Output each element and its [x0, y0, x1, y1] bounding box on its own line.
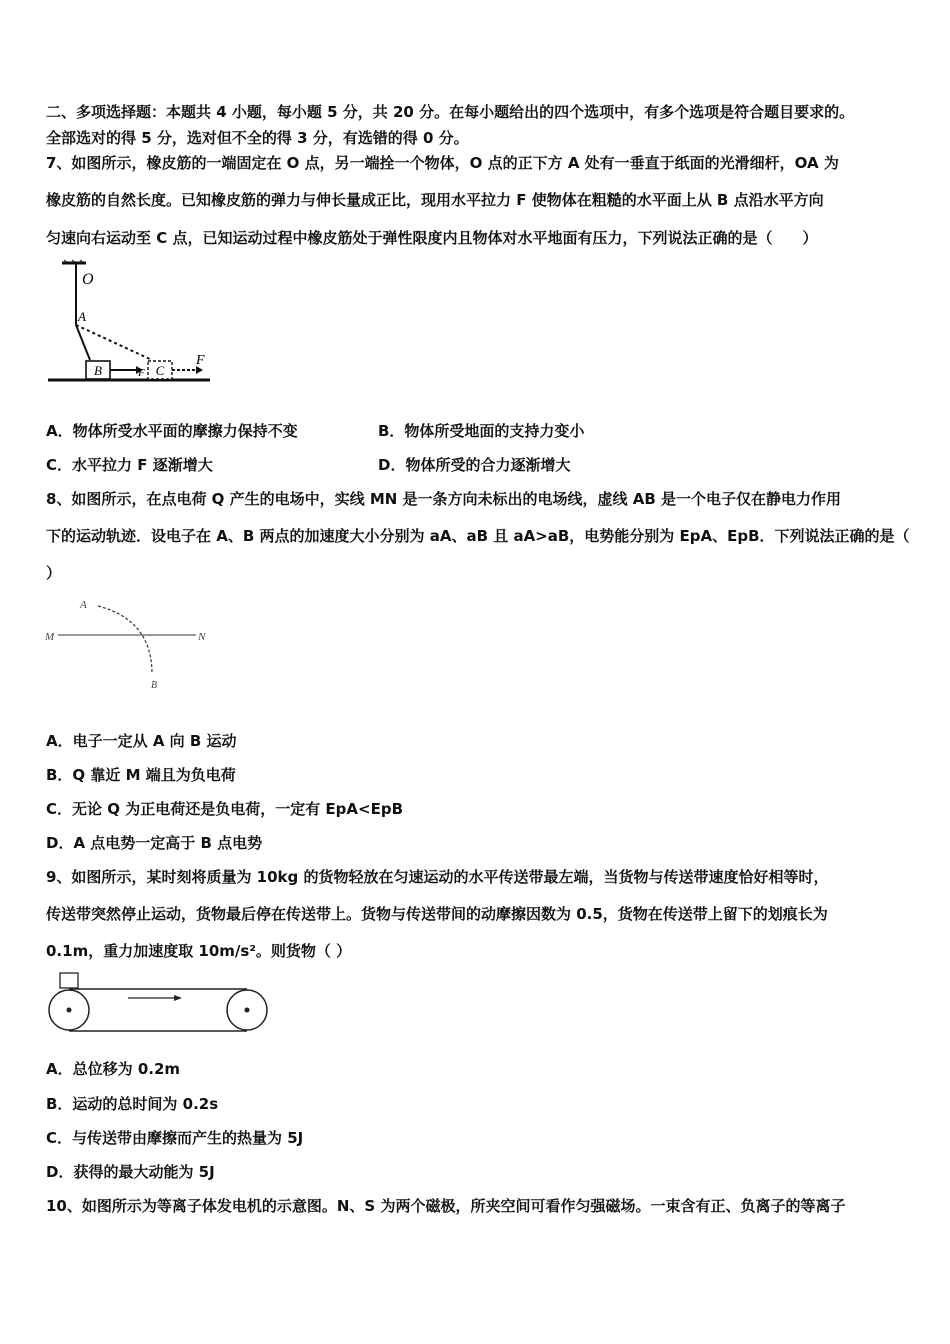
q9-stem-line2: 传送带突然停止运动，货物最后停在传送带上。货物与传送带间的动摩擦因数为 0.5，货物在传送带上留下的划痕长为	[46, 905, 828, 923]
q10-stem-line1: 10、如图所示为等离子体发电机的示意图。N、S 为两个磁极，所夹空间可看作匀强磁场。一束含有正、负离子的等离子	[46, 1197, 846, 1215]
q8-option-b[interactable]: B．Q 靠近 M 端且为负电荷	[46, 766, 236, 784]
q8-label-m: M	[45, 631, 55, 643]
q8-option-c[interactable]: C．无论 Q 为正电荷还是负电荷，一定有 EpA<EpB	[46, 800, 404, 818]
q9-stem-line3: 0.1m，重力加速度取 10m/s²。则货物（ ）	[46, 942, 352, 960]
q7-label-f2: F	[196, 353, 205, 368]
q7-label-f1: F	[138, 367, 145, 379]
q9-option-c[interactable]: C．与传送带由摩擦而产生的热量为 5J	[46, 1129, 304, 1147]
q7-option-d[interactable]: D．物体所受的合力逐渐增大	[378, 456, 571, 474]
section-header-line1: 二、多项选择题：本题共 4 小题，每小题 5 分，共 20 分。在每小题给出的四个选项中，有多个选项是符合题目要求的。	[46, 103, 855, 121]
q9-cargo-box	[60, 973, 78, 988]
q8-stem-line2: 下的运动轨迹．设电子在 A、B 两点的加速度大小分别为 aA、aB 且 aA>aB，电势能分别为 EpA、EpB．下列说法正确的是（	[46, 527, 910, 545]
q9-option-a[interactable]: A．总位移为 0.2m	[46, 1060, 181, 1078]
q7-option-c[interactable]: C．水平拉力 F 逐渐增大	[46, 456, 213, 474]
q9-stem-line1: 9、如图所示，某时刻将质量为 10kg 的货物轻放在匀速运动的水平传送带最左端，当货物与传送带速度恰好相等时，	[46, 868, 829, 886]
q7-stem-line1: 7、如图所示，橡皮筋的一端固定在 O 点，另一端拴一个物体，O 点的正下方 A 处有一垂直于纸面的光滑细杆，OA 为	[46, 154, 839, 172]
q8-option-d[interactable]: D．A 点电势一定高于 B 点电势	[46, 834, 263, 852]
q7-stem-line2: 橡皮筋的自然长度。已知橡皮筋的弹力与伸长量成正比，现用水平拉力 F 使物体在粗糙的水平面上从 B 点沿水平方向	[46, 191, 824, 209]
section-header-line2: 全部选对的得 5 分，选对但不全的得 3 分，有选错的得 0 分。	[46, 129, 469, 147]
q8-label-b: B	[151, 680, 158, 691]
q7-figure	[44, 258, 224, 388]
q7-stem-line3: 匀速向右运动至 C 点，已知运动过程中橡皮筋处于弹性限度内且物体对水平地面有压力，下列说法正确的是（ ）	[46, 229, 818, 247]
q8-stem-line3: ）	[46, 564, 62, 582]
q9-figure	[44, 968, 274, 1038]
q8-label-a: A	[80, 599, 87, 611]
q8-figure	[40, 592, 230, 696]
q8-trajectory-ab	[98, 606, 152, 674]
q7-option-a[interactable]: A．物体所受水平面的摩擦力保持不变	[46, 422, 298, 440]
q8-option-a[interactable]: A．电子一定从 A 向 B 运动	[46, 732, 237, 750]
q8-label-n: N	[198, 631, 206, 643]
q7-label-o: O	[82, 271, 94, 288]
q7-label-c: C	[155, 363, 165, 378]
q9-option-d[interactable]: D．获得的最大动能为 5J	[46, 1163, 215, 1181]
q7-label-b: B	[94, 363, 102, 378]
q7-option-b[interactable]: B．物体所受地面的支持力变小	[378, 422, 585, 440]
q7-label-a: A	[78, 309, 86, 324]
q8-stem-line1: 8、如图所示，在点电荷 Q 产生的电场中，实线 MN 是一条方向未标出的电场线，虚线 AB 是一个电子仅在静电力作用	[46, 490, 842, 508]
q9-option-b[interactable]: B．运动的总时间为 0.2s	[46, 1095, 219, 1113]
